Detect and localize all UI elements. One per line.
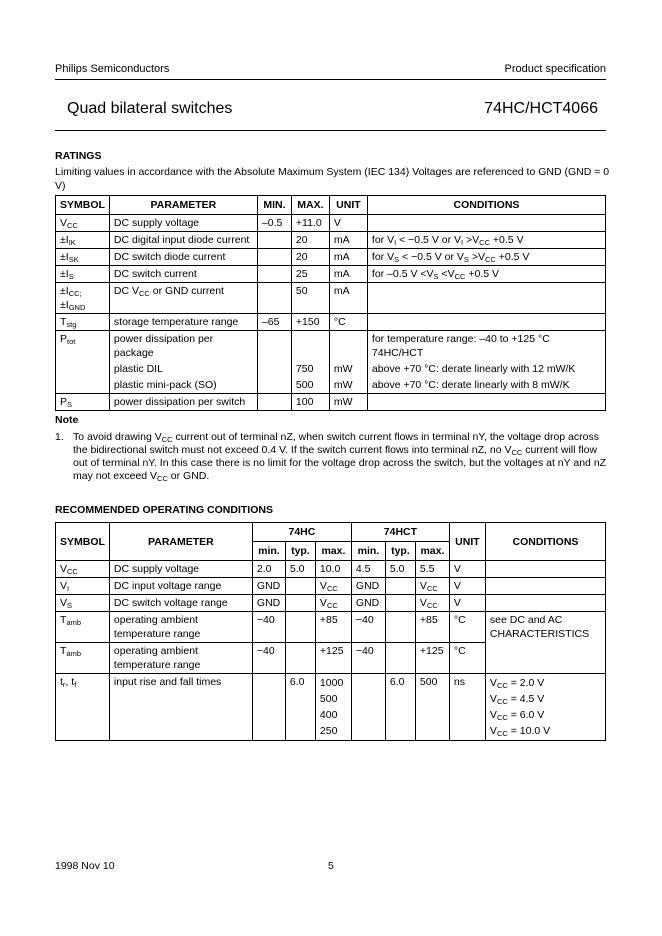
col-hc-min: min.	[252, 542, 285, 561]
symbol-cell: $V_{CC}$	[56, 561, 110, 578]
max-cell: 500	[291, 377, 329, 394]
hc-typ-cell: 6.0	[285, 674, 315, 741]
unit-cell: mW	[329, 377, 367, 394]
max-cell: 20	[291, 232, 329, 249]
parameter-cell: operating ambient temperature range	[109, 612, 252, 643]
hct-typ-cell	[385, 578, 415, 595]
table-row	[56, 394, 606, 411]
min-cell	[257, 283, 291, 314]
col-conditions: CONDITIONS	[367, 196, 605, 215]
conditions-cell: $V_{CC} = 2.0$ V $V_{CC} = 4.5$ V $V_{CC} = 6.0$ V $V_{CC} = 10.0$ V	[485, 674, 605, 741]
page-number: 5	[328, 860, 334, 872]
conditions-cell: for $V_I < -0.5$ V or $V_I >V_{CC} +0.5$ V	[367, 232, 605, 249]
max-cell: 50	[291, 283, 329, 314]
unit-cell: °C	[449, 643, 485, 674]
parameter-cell: DC supply voltage	[109, 215, 257, 232]
hct-max-cell: $V_{CC}$	[415, 578, 449, 595]
hc-max-cell: 1000 500 400 250	[315, 674, 351, 741]
roc-header-row-1	[56, 523, 606, 542]
col-hc-typ: typ.	[285, 542, 315, 561]
unit-cell: V	[329, 215, 367, 232]
document-type: Product specification	[504, 63, 606, 75]
min-cell	[257, 331, 291, 362]
document-title: Quad bilateral switches	[67, 100, 233, 117]
table-row	[56, 249, 606, 266]
table-row	[56, 561, 606, 578]
table-row	[56, 215, 606, 232]
hct-typ-cell	[385, 643, 415, 674]
hct-min-cell	[351, 674, 385, 741]
symbol-cell: $V_S$	[56, 595, 110, 612]
roc-title: RECOMMENDED OPERATING CONDITIONS	[55, 504, 273, 516]
unit-cell: V	[449, 561, 485, 578]
hct-min-cell: GND	[351, 595, 385, 612]
hct-typ-cell: 6.0	[385, 674, 415, 741]
col-74hc: 74HC	[252, 523, 351, 542]
header-rule	[55, 79, 606, 80]
parameter-cell: DC supply voltage	[109, 561, 252, 578]
conditions-cell: for temperature range: –40 to +125 °C 74HC/HCT	[367, 331, 605, 362]
note-text: To avoid drawing $V_{CC}$ current out of terminal nZ, when switch current flows in terminal nY, the voltage drop across the bidirectional switch must not exceed 0.4 V. If the switch current flows into terminal nZ, no $V_{CC}$ current will flow out of terminal nY. In this case there is no limit for the voltage drop across the switch, but the voltages at nY and nZ may not exceed $V_{CC}$ or GND.	[73, 431, 607, 483]
min-cell: –65	[257, 314, 291, 331]
footer-date: 1998 Nov 10	[55, 860, 115, 872]
unit-cell: mA	[329, 283, 367, 314]
col-conditions: CONDITIONS	[485, 523, 605, 561]
symbol-cell: $\pm I_S$	[56, 266, 110, 283]
symbol-cell: $P_S$	[56, 394, 110, 411]
col-symbol: SYMBOL	[56, 523, 110, 561]
part-number: 74HC/HCT4066	[484, 100, 598, 117]
max-cell: 100	[291, 394, 329, 411]
conditions-cell: for $V_S < -0.5$ V or $V_S >V_{CC} +0.5$ V	[367, 249, 605, 266]
hc-max-cell: 10.0	[315, 561, 351, 578]
col-max: MAX.	[291, 196, 329, 215]
col-unit: UNIT	[329, 196, 367, 215]
unit-cell: mA	[329, 249, 367, 266]
conditions-cell: above +70 °C: derate linearly with 12 mW/K	[367, 361, 605, 377]
min-cell	[257, 249, 291, 266]
parameter-cell: input rise and fall times	[109, 674, 252, 741]
hc-typ-cell	[285, 643, 315, 674]
hc-typ-cell	[285, 612, 315, 643]
table-row	[56, 578, 606, 595]
col-hct-max: max.	[415, 542, 449, 561]
col-parameter: PARAMETER	[109, 523, 252, 561]
symbol-cell: $T_{amb}$	[56, 643, 110, 674]
table-row	[56, 283, 606, 314]
ratings-header-row	[56, 196, 606, 215]
hct-max-cell: $V_{CC}$	[415, 595, 449, 612]
col-hct-typ: typ.	[385, 542, 415, 561]
symbol-cell: $\pm I_{SK}$	[56, 249, 110, 266]
max-cell: 750	[291, 361, 329, 377]
hct-max-cell: +125	[415, 643, 449, 674]
col-symbol: SYMBOL	[56, 196, 110, 215]
conditions-cell	[485, 595, 605, 612]
symbol-cell: $V_I$	[56, 578, 110, 595]
hc-min-cell: GND	[252, 595, 285, 612]
conditions-cell	[367, 283, 605, 314]
max-cell: 20	[291, 249, 329, 266]
min-cell	[257, 232, 291, 249]
unit-cell: °C	[329, 314, 367, 331]
title-rule	[55, 130, 606, 131]
parameter-cell: power dissipation per package	[109, 331, 257, 362]
hc-min-cell: −40	[252, 643, 285, 674]
hc-min-cell: −40	[252, 612, 285, 643]
min-cell	[257, 394, 291, 411]
table-row	[56, 595, 606, 612]
hc-typ-cell	[285, 595, 315, 612]
parameter-cell: operating ambient temperature range	[109, 643, 252, 674]
hct-min-cell: −40	[351, 643, 385, 674]
col-unit: UNIT	[449, 523, 485, 561]
min-cell: –0.5	[257, 215, 291, 232]
ratings-intro: Limiting values in accordance with the Absolute Maximum System (IEC 134) Voltages are referenced to GND (GND = 0 V)	[55, 166, 610, 192]
conditions-cell	[367, 215, 605, 232]
symbol-cell: $T_{amb}$	[56, 612, 110, 643]
hct-max-cell: +85	[415, 612, 449, 643]
hct-max-cell: 5.5	[415, 561, 449, 578]
max-cell	[291, 331, 329, 362]
symbol-cell: $V_{CC}$	[56, 215, 110, 232]
parameter-cell: DC input voltage range	[109, 578, 252, 595]
symbol-cell: $P_{tot}$	[56, 331, 110, 362]
table-row	[56, 377, 606, 394]
conditions-cell: for –0.5 $V <V_S <V_{CC} +0.5$ V	[367, 266, 605, 283]
hc-min-cell	[252, 674, 285, 741]
unit-cell: V	[449, 578, 485, 595]
table-row	[56, 266, 606, 283]
table-row	[56, 674, 606, 741]
table-row	[56, 361, 606, 377]
symbol-cell: $\pm I_{IK}$	[56, 232, 110, 249]
hct-min-cell: −40	[351, 612, 385, 643]
roc-table	[55, 522, 606, 741]
unit-cell: V	[449, 595, 485, 612]
parameter-cell: power dissipation per switch	[109, 394, 257, 411]
hct-typ-cell: 5.0	[385, 561, 415, 578]
hct-min-cell: 4.5	[351, 561, 385, 578]
hc-max-cell: +85	[315, 612, 351, 643]
conditions-cell	[485, 561, 605, 578]
parameter-cell: plastic mini-pack (SO)	[109, 377, 257, 394]
parameter-cell: DC digital input diode current	[109, 232, 257, 249]
col-hc-max: max.	[315, 542, 351, 561]
symbol-cell	[56, 377, 110, 394]
symbol-cell	[56, 361, 110, 377]
unit-cell: ns	[449, 674, 485, 741]
ratings-table	[55, 195, 606, 411]
hc-min-cell: 2.0	[252, 561, 285, 578]
parameter-cell: DC switch current	[109, 266, 257, 283]
unit-cell: mW	[329, 394, 367, 411]
table-row	[56, 612, 606, 643]
hct-min-cell: GND	[351, 578, 385, 595]
note-number: 1.	[55, 431, 64, 443]
hc-typ-cell: 5.0	[285, 561, 315, 578]
max-cell: 25	[291, 266, 329, 283]
unit-cell: mA	[329, 232, 367, 249]
table-row	[56, 232, 606, 249]
min-cell	[257, 361, 291, 377]
parameter-cell: DC switch voltage range	[109, 595, 252, 612]
max-cell: +150	[291, 314, 329, 331]
symbol-cell: $t_r$, $t_f$	[56, 674, 110, 741]
hct-typ-cell	[385, 595, 415, 612]
parameter-cell: DC switch diode current	[109, 249, 257, 266]
hc-max-cell: $V_{CC}$	[315, 595, 351, 612]
table-row	[56, 314, 606, 331]
max-cell: +11.0	[291, 215, 329, 232]
unit-cell	[329, 331, 367, 362]
hc-max-cell: $V_{CC}$	[315, 578, 351, 595]
min-cell	[257, 266, 291, 283]
parameter-cell: storage temperature range	[109, 314, 257, 331]
conditions-cell	[367, 314, 605, 331]
hc-typ-cell	[285, 578, 315, 595]
parameter-cell: DC $V_{CC}$ or GND current	[109, 283, 257, 314]
conditions-cell: see DC and AC CHARACTERISTICS	[485, 612, 605, 674]
note-title: Note	[55, 414, 79, 426]
ratings-title: RATINGS	[55, 150, 102, 162]
conditions-cell	[367, 394, 605, 411]
table-row	[56, 331, 606, 362]
symbol-cell: $T_{stg}$	[56, 314, 110, 331]
col-hct-min: min.	[351, 542, 385, 561]
hc-max-cell: +125	[315, 643, 351, 674]
col-parameter: PARAMETER	[109, 196, 257, 215]
col-74hct: 74HCT	[351, 523, 449, 542]
parameter-cell: plastic DIL	[109, 361, 257, 377]
unit-cell: °C	[449, 612, 485, 643]
hc-min-cell: GND	[252, 578, 285, 595]
conditions-cell: above +70 °C: derate linearly with 8 mW/K	[367, 377, 605, 394]
symbol-cell: $\pm I_{CC;}$ $\pm I_{GND}$	[56, 283, 110, 314]
min-cell	[257, 377, 291, 394]
unit-cell: mA	[329, 266, 367, 283]
unit-cell: mW	[329, 361, 367, 377]
company-name: Philips Semiconductors	[55, 63, 170, 75]
conditions-cell	[485, 578, 605, 595]
hct-max-cell: 500	[415, 674, 449, 741]
hct-typ-cell	[385, 612, 415, 643]
col-min: MIN.	[257, 196, 291, 215]
